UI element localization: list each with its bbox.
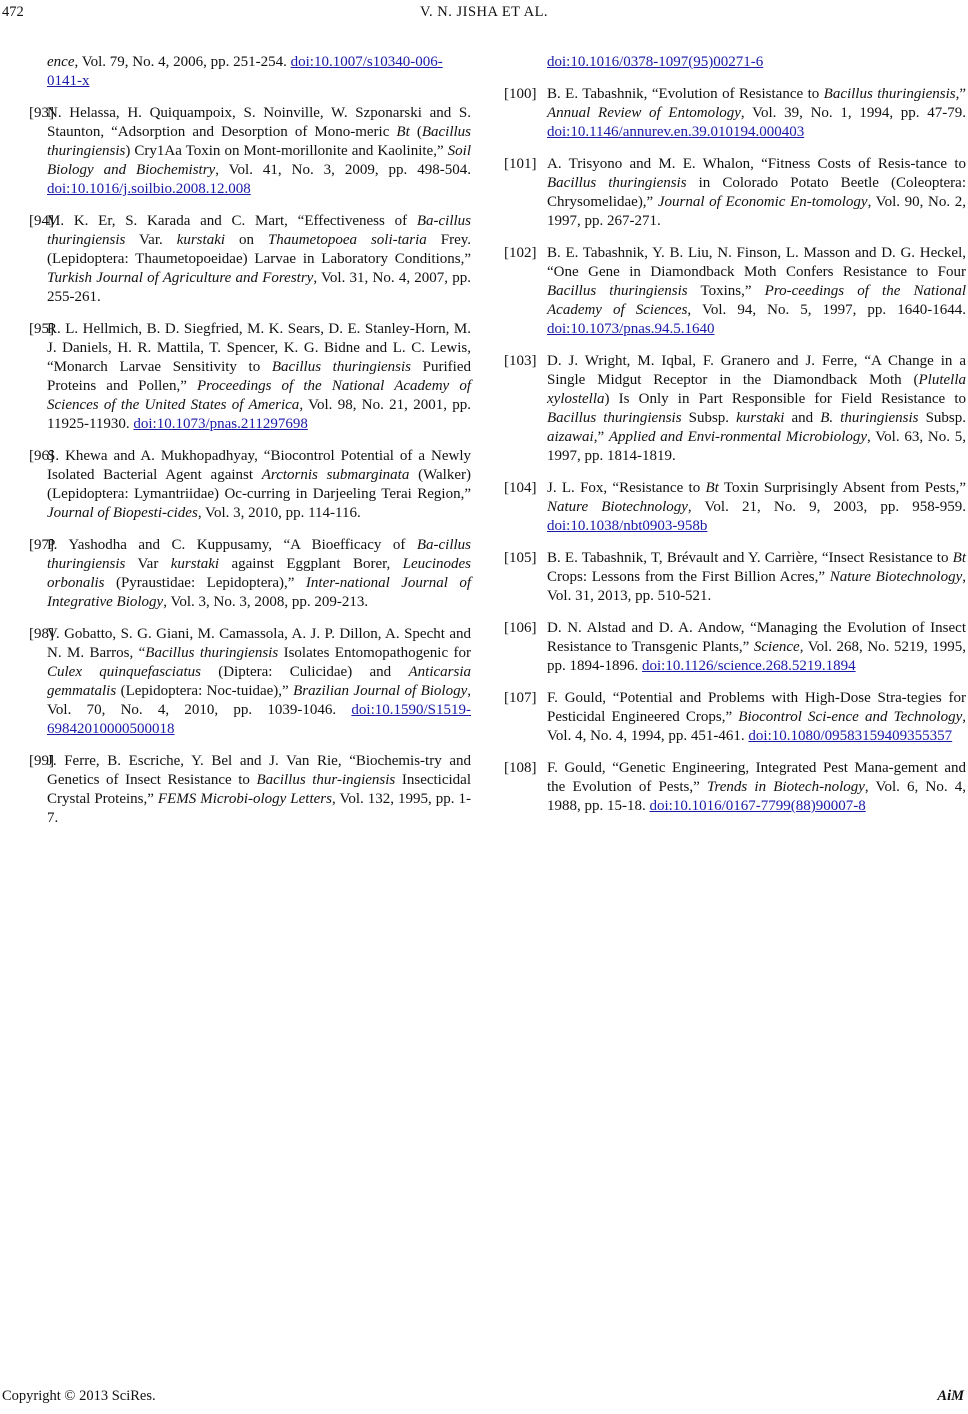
reference-text-run: J. L. Fox, “Resistance to <box>547 480 706 496</box>
right-column <box>504 53 966 829</box>
reference-text <box>547 244 966 339</box>
italic-text: FEMS Microbi-ology Letters <box>157 791 332 807</box>
reference-text-run: and <box>784 410 821 426</box>
reference-text-run: , Vol. 70, No. 4, 2010, pp. 1039-1046. <box>47 683 472 718</box>
reference-text <box>47 53 471 91</box>
italic-text: Nature Biotechnology <box>829 569 963 585</box>
doi-link[interactable]: doi:10.1146/annurev.en.39.010194.000403 <box>547 124 805 140</box>
reference-text-run: , Vol. 6, No. 4, 1988, pp. 15-18. <box>547 779 966 814</box>
reference-text-run: (Diptera: Culicidae) and <box>200 664 409 680</box>
italic-text: Ba-cillus thuringiensis <box>47 537 471 572</box>
reference-number: [94] <box>29 213 54 229</box>
italic-text: Bacillus thuringiensis <box>47 124 471 159</box>
reference-number: [97] <box>29 537 54 553</box>
reference-text <box>547 689 966 746</box>
page-footer <box>0 1388 968 1410</box>
italic-text: Applied and Envi-ronmental Microbiology <box>608 429 868 445</box>
reference-entry <box>504 479 966 536</box>
reference-number: [98] <box>29 626 54 642</box>
reference-text-run: , Vol. 41, No. 3, 2009, pp. 498-504. <box>215 162 472 178</box>
reference-number: [105] <box>504 550 537 566</box>
italic-text: Anticarsia gemmatalis <box>47 664 471 699</box>
italic-text: kurstaki <box>736 410 785 426</box>
italic-text: Trends in Biotech-nology <box>706 779 865 795</box>
reference-text-run: Purified Proteins and Pollen,” <box>47 359 472 394</box>
reference-text-run: , Vol. 63, No. 5, 1997, pp. 1814-1819. <box>547 429 966 464</box>
reference-text-run: B. E. Tabashnik, “Evolution of Resistance to <box>547 86 824 102</box>
reference-text-run: R. L. Hellmich, B. D. Siegfried, M. K. Sears, D. E. Stanley-Horn, M. J. Daniels, H. R. Mattila, T. Spencer, K. G. Bidne and L. C. Lewis, “Monarch Larvae Sensitivity to <box>47 321 471 375</box>
reference-number: [106] <box>504 620 537 636</box>
italic-text: Turkish Journal of Agriculture and Forestry <box>47 270 314 286</box>
reference-text <box>47 752 471 828</box>
italic-text: Bacillus thur-ingiensis <box>256 772 396 788</box>
reference-text-run: Toxins,” <box>687 283 765 299</box>
italic-text: Thaumetopoea soli-taria <box>267 232 427 248</box>
italic-text: Bacillus thuringiensis <box>547 410 682 426</box>
doi-link[interactable]: doi:10.1126/science.268.5219.1894 <box>642 658 856 674</box>
reference-number: [99] <box>29 753 54 769</box>
reference-text <box>547 619 966 676</box>
italic-text: B. thuringiensis <box>820 410 919 426</box>
reference-text-run: in Colorado Potato Beetle (Coleoptera: Chrysomelidae),” <box>547 175 966 210</box>
reference-text-run: P. Yashodha and C. Kuppusamy, “A Bioefficacy of <box>47 537 417 553</box>
running-title: V. N. JISHA ET AL. <box>419 4 549 20</box>
reference-entry <box>504 689 966 746</box>
reference-entry <box>29 447 471 523</box>
italic-text: Bacillus thuringiensis <box>547 175 687 191</box>
italic-text: Annual Review of Entomology <box>547 105 741 121</box>
reference-text <box>47 212 471 307</box>
reference-text-run: B. E. Tabashnik, T, Brévault and Y. Carrière, “Insect Resistance to <box>547 550 953 566</box>
reference-text-run: , Vol. 4, No. 4, 1994, pp. 451-461. <box>547 709 966 744</box>
reference-text-run: ,” <box>593 429 609 445</box>
reference-entry <box>504 759 966 816</box>
italic-text: ence <box>47 54 75 70</box>
italic-text: Bt <box>952 550 966 566</box>
italic-text: Bt <box>396 124 410 140</box>
reference-text-run: , Vol. 39, No. 1, 1994, pp. 47-79. <box>740 105 966 121</box>
italic-text: Brazilian Journal of Biology <box>293 683 468 699</box>
reference-text-run: V. Gobatto, S. G. Giani, M. Camassola, A. J. P. Dillon, A. Specht and N. M. Barros, “ <box>47 626 471 661</box>
reference-entry <box>29 320 471 434</box>
reference-number: [93] <box>29 105 54 121</box>
reference-entry <box>504 244 966 339</box>
italic-text: kurstaki <box>170 556 220 572</box>
reference-entry <box>29 752 471 828</box>
italic-text: Leucinodes orbonalis <box>47 556 471 591</box>
reference-text-run: (Lepidoptera: Noc-tuidae),” <box>116 683 294 699</box>
reference-text-run: Isolates Entomopathogenic for <box>278 645 472 661</box>
reference-entry <box>504 549 966 606</box>
doi-link[interactable]: doi:10.1016/j.soilbio.2008.12.008 <box>47 181 251 197</box>
doi-link[interactable]: doi:10.1080/09583159409355357 <box>748 728 953 744</box>
reference-number: [103] <box>504 353 537 369</box>
italic-text: Arctornis submarginata <box>261 467 410 483</box>
reference-text-run: ,” <box>955 86 966 102</box>
reference-entry <box>29 536 471 612</box>
italic-text: Science <box>753 639 800 655</box>
doi-link[interactable]: doi:10.1016/0378-1097(95)00271-6 <box>547 54 764 70</box>
reference-text-run: on <box>225 232 268 248</box>
journal-abbrev: AiM <box>937 1388 964 1404</box>
reference-text-run: A. Trisyono and M. E. Whalon, “Fitness Costs of Resis-tance to <box>547 156 966 172</box>
reference-text-run: J. Ferre, B. Escriche, Y. Bel and J. Van Rie, “Biochemis-try and Genetics of Insect Resistance to <box>47 753 471 788</box>
reference-text <box>547 549 966 606</box>
reference-text-run: Var. <box>125 232 177 248</box>
reference-entry <box>504 619 966 676</box>
reference-number: [104] <box>504 480 537 496</box>
left-column <box>29 53 471 841</box>
reference-text-run: Subsp. <box>918 410 966 426</box>
reference-text-run: , Vol. 21, No. 9, 2003, pp. 958-959. <box>687 499 966 515</box>
reference-text-run: , Vol. 79, No. 4, 2006, pp. 251-254. <box>74 54 291 70</box>
reference-text-run: , Vol. 98, No. 21, 2001, pp. 11925-11930. <box>47 397 471 432</box>
reference-text-run: F. Gould, “Potential and Problems with High-Dose Stra-tegies for Pesticidal Engineered Crops,” <box>547 690 966 725</box>
reference-text-run: D. N. Alstad and D. A. Andow, “Managing the Evolution of Insect Resistance to Transgenic Plants,” <box>547 620 966 655</box>
italic-text: Pro-ceedings of the National Academy of Sciences <box>547 283 966 318</box>
reference-number: [108] <box>504 760 537 776</box>
reference-entry <box>29 104 471 199</box>
reference-number: [100] <box>504 86 537 102</box>
reference-text <box>547 352 966 466</box>
reference-entry <box>29 212 471 307</box>
reference-text <box>547 479 966 536</box>
reference-text-run: , Vol. 268, No. 5219, 1995, pp. 1894-1896. <box>547 639 966 674</box>
italic-text: Bt <box>705 480 719 496</box>
reference-text-run: B. E. Tabashnik, Y. B. Liu, N. Finson, L. Masson and D. G. Heckel, “One Gene in Diamondback Moth Confers Resistance to Four <box>547 245 966 280</box>
reference-entry <box>504 155 966 231</box>
reference-text-run: D. J. Wright, M. Iqbal, F. Granero and J. Ferre, “A Change in a Single Midgut Receptor in the Diamondback Moth ( <box>547 353 966 388</box>
reference-text <box>47 320 471 434</box>
reference-text-run: (Walker) (Lepidoptera: Lymantriidae) Oc-curring in Darjeeling Terai Region,” <box>47 467 471 502</box>
italic-text: Inter-national Journal of Integrative Biology <box>47 575 472 610</box>
doi-link[interactable]: doi:10.1590/S1519-69842010000500018 <box>47 702 471 737</box>
reference-number: [107] <box>504 690 537 706</box>
italic-text: aizawai <box>547 429 594 445</box>
reference-text <box>47 447 471 523</box>
italic-text: Plutella xylostella <box>547 372 966 407</box>
reference-text-run: Subsp. <box>681 410 737 426</box>
italic-text: Proceedings of the National Academy of Sciences of the United States of America <box>47 378 471 413</box>
reference-text <box>47 104 471 199</box>
reference-text-run: Crops: Lessons from the First Billion Acres,” <box>547 569 830 585</box>
reference-text-run: Toxin Surprisingly Absent from Pests,” <box>718 480 966 496</box>
reference-text-run: , Vol. 31, 2013, pp. 510-521. <box>547 569 966 604</box>
reference-entry <box>504 85 966 142</box>
italic-text: Bacillus thuringiensis <box>271 359 412 375</box>
reference-entry <box>504 352 966 466</box>
italic-text: Journal of Economic En-tomology <box>657 194 868 210</box>
italic-text: Bacillus thuringiensis <box>823 86 956 102</box>
reference-text-run: against Eggplant Borer, <box>219 556 403 572</box>
copyright-notice: Copyright © 2013 SciRes. <box>2 1388 156 1404</box>
reference-text-run: S. Khewa and A. Mukhopadhyay, “Biocontrol Potential of a Newly Isolated Bacterial Agent against <box>47 448 471 483</box>
reference-text-run: N. Helassa, H. Quiquampoix, S. Noinville, W. Szponarski and S. Staunton, “Adsorption and Desorption of Mono-meric <box>47 105 471 140</box>
reference-text <box>47 536 471 612</box>
reference-text-run: Insecticidal Crystal Proteins,” <box>47 772 471 807</box>
italic-text: kurstaki <box>176 232 226 248</box>
reference-text <box>547 53 966 72</box>
italic-text: Nature Biotechnology <box>547 499 688 515</box>
italic-text: Biocontrol Sci-ence and Technology <box>738 709 963 725</box>
doi-link[interactable]: doi:10.1073/pnas.94.5.1640 <box>547 321 715 337</box>
reference-number: [101] <box>504 156 537 172</box>
doi-link[interactable]: doi:10.1007/s10340-006-0141-x <box>47 54 443 89</box>
reference-text-run: ) Cry1Aa Toxin on Mont-morillonite and Kaolinite,” <box>125 143 448 159</box>
page-number: 472 <box>2 4 24 20</box>
reference-text <box>547 85 966 142</box>
italic-text: Bacillus thuringiensis <box>547 283 688 299</box>
italic-text: Journal of Biopesti-cides <box>47 505 198 521</box>
reference-text-run: ) Is Only in Part Responsible for Field Resistance to <box>604 391 966 407</box>
reference-text <box>47 625 471 739</box>
doi-link[interactable]: doi:10.1073/pnas.211297698 <box>133 416 308 432</box>
italic-text: Soil Biology and Biochemistry <box>47 143 471 178</box>
reference-number: [95] <box>29 321 54 337</box>
italic-text: Bacillus thuringiensis <box>145 645 279 661</box>
reference-text-run: Frey. (Lepidoptera: Thaumetopoeidae) Larvae in Laboratory Conditions,” <box>47 232 472 267</box>
reference-text-run: ( <box>409 124 422 140</box>
page-header <box>0 4 968 24</box>
reference-text-run: , Vol. 3, 2010, pp. 114-116. <box>197 505 361 521</box>
reference-number: [96] <box>29 448 54 464</box>
reference-text <box>547 759 966 816</box>
reference-text-run: F. Gould, “Genetic Engineering, Integrated Pest Mana-gement and the Evolution of Pests,” <box>547 760 966 795</box>
italic-text: Ba-cillus thuringiensis <box>47 213 471 248</box>
reference-text-run: , Vol. 94, No. 5, 1997, pp. 1640-1644. <box>687 302 966 318</box>
reference-text-run: M. K. Er, S. Karada and C. Mart, “Effectiveness of <box>47 213 417 229</box>
reference-text-run: , Vol. 31, No. 4, 2007, pp. 255-261. <box>47 270 471 305</box>
reference-number: [102] <box>504 245 537 261</box>
reference-text-run: , Vol. 3, No. 3, 2008, pp. 209-213. <box>163 594 369 610</box>
italic-text: Culex quinquefasciatus <box>47 664 201 680</box>
reference-text-run: , Vol. 132, 1995, pp. 1-7. <box>47 791 472 826</box>
reference-entry <box>29 625 471 739</box>
reference-text <box>547 155 966 231</box>
reference-continuation <box>547 53 966 72</box>
reference-text-run: , Vol. 90, No. 2, 1997, pp. 267-271. <box>547 194 966 229</box>
reference-text-run: (Pyraustidae: Lepidoptera),” <box>104 575 306 591</box>
doi-link[interactable]: doi:10.1016/0167-7799(88)90007-8 <box>649 798 866 814</box>
reference-continuation <box>47 53 471 91</box>
reference-text-run: Var <box>125 556 171 572</box>
doi-link[interactable]: doi:10.1038/nbt0903-958b <box>547 518 708 534</box>
